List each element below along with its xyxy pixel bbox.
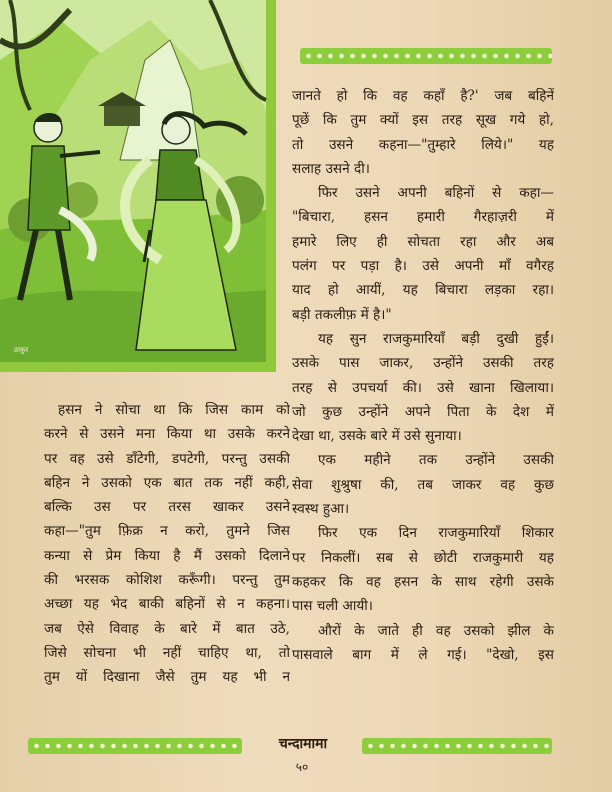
text-line: "बिचारा, हसन हमारी गैरहाज़री में [292, 209, 554, 226]
text-line: उसके पास जाकर, उन्होंने उसकी तरह [292, 355, 554, 372]
text-line: पास चली आयी। [292, 598, 373, 615]
text-line: कन्या से प्रेम किया है मैं उसको दिलाने [44, 547, 290, 564]
text-line: पर वह उसे डाँटेगी, डपटेगी, परन्तु उसकी [44, 450, 290, 467]
text-line: पर निकलीं। सब से छोटी राजकुमारी यह [292, 549, 554, 566]
text-line: बल्कि उस पर तरस खाकर उसने [44, 499, 290, 516]
magazine-title: चन्दामामा [278, 736, 328, 752]
text-line: सलाह उसने दी। [292, 160, 370, 177]
text-line: फिर एक दिन राजकुमारियाँ शिकार [318, 525, 554, 542]
text-line: याद हो आयीं, यह बिचारा लड़का रहा। [292, 282, 554, 299]
text-line: बड़ी तकलीफ़ में है।" [292, 306, 392, 323]
text-line: तुम यों दिखाना जैसे तुम यह भी न [44, 669, 290, 686]
text-line: पासवाले बाग में ले गई। "देखो, इस [292, 646, 554, 663]
text-line: स्वस्थ हुआ। [292, 501, 350, 518]
text-line: पलंग पर पड़ा है। उसे अपनी माँ वगैरह [292, 258, 554, 275]
story-illustration [0, 0, 276, 372]
page-number: ५० [295, 760, 309, 774]
text-line: जो कुछ उन्होंने अपने पिता के देश में [292, 403, 554, 420]
text-line: कहकर कि वह हसन के साथ रहेगी उसके [292, 573, 554, 590]
text-line: पूछें कि तुम क्यों इस तरह सूख गये हो, [292, 112, 554, 129]
text-line: की भरसक कोशिश करूँगी। परन्तु तुम [44, 572, 290, 589]
text-line: कहा—"तुम फ़िक्र न करो, तुमने जिस [44, 523, 290, 540]
text-line: देखा था, उसके बारे में उसे सुनाया। [292, 428, 462, 445]
text-line: अच्छा यह भेद बाकी बहिनों से न कहना। [44, 596, 290, 613]
story-illustration-girl-and-boy-in-garden-icon [0, 0, 276, 372]
text-line: जब ऐसे विवाह के बारे में बात उठे, [44, 620, 290, 637]
text-line: एक महीने तक उन्होंने उसकी [318, 452, 554, 469]
text-line: औरों के जाते ही वह उसको झील के [318, 622, 554, 639]
text-line: तरह से उपचर्या की। उसे खाना खिलाया। [292, 379, 554, 396]
text-line: करने से उसने मना किया था उसके करने [44, 426, 290, 443]
decorative-banner-bottom-right [362, 738, 552, 754]
text-line: तो उसने कहना—"तुम्हारे लिये।" यह [292, 136, 554, 153]
text-line: हसन ने सोचा था कि जिस काम को [58, 402, 290, 418]
left-text-column [44, 398, 290, 690]
text-line: हमारे लिए ही सोचता रहा और अब [292, 233, 554, 250]
text-line: सेवा शुश्रुषा की, तब जाकर वह कुछ [292, 476, 554, 493]
text-line: बहिन ने उसको एक बात तक नहीं कही, [44, 474, 290, 491]
text-line: फिर उसने अपनी बहिनों से कहा— [318, 185, 554, 202]
decorative-banner-top [300, 48, 552, 64]
text-line: जिसे सोचना भी नहीं चाहिए था, तो [44, 644, 290, 661]
decorative-banner-bottom-left [28, 738, 242, 754]
artist-signature: ठाकुर [14, 346, 29, 354]
text-line: जानते हो कि वह कहाँ है?' जब बहिनें [292, 88, 554, 104]
right-text-column [292, 84, 554, 667]
text-line: यह सुन राजकुमारियाँ बड़ी दुखी हुईं। [318, 330, 554, 347]
